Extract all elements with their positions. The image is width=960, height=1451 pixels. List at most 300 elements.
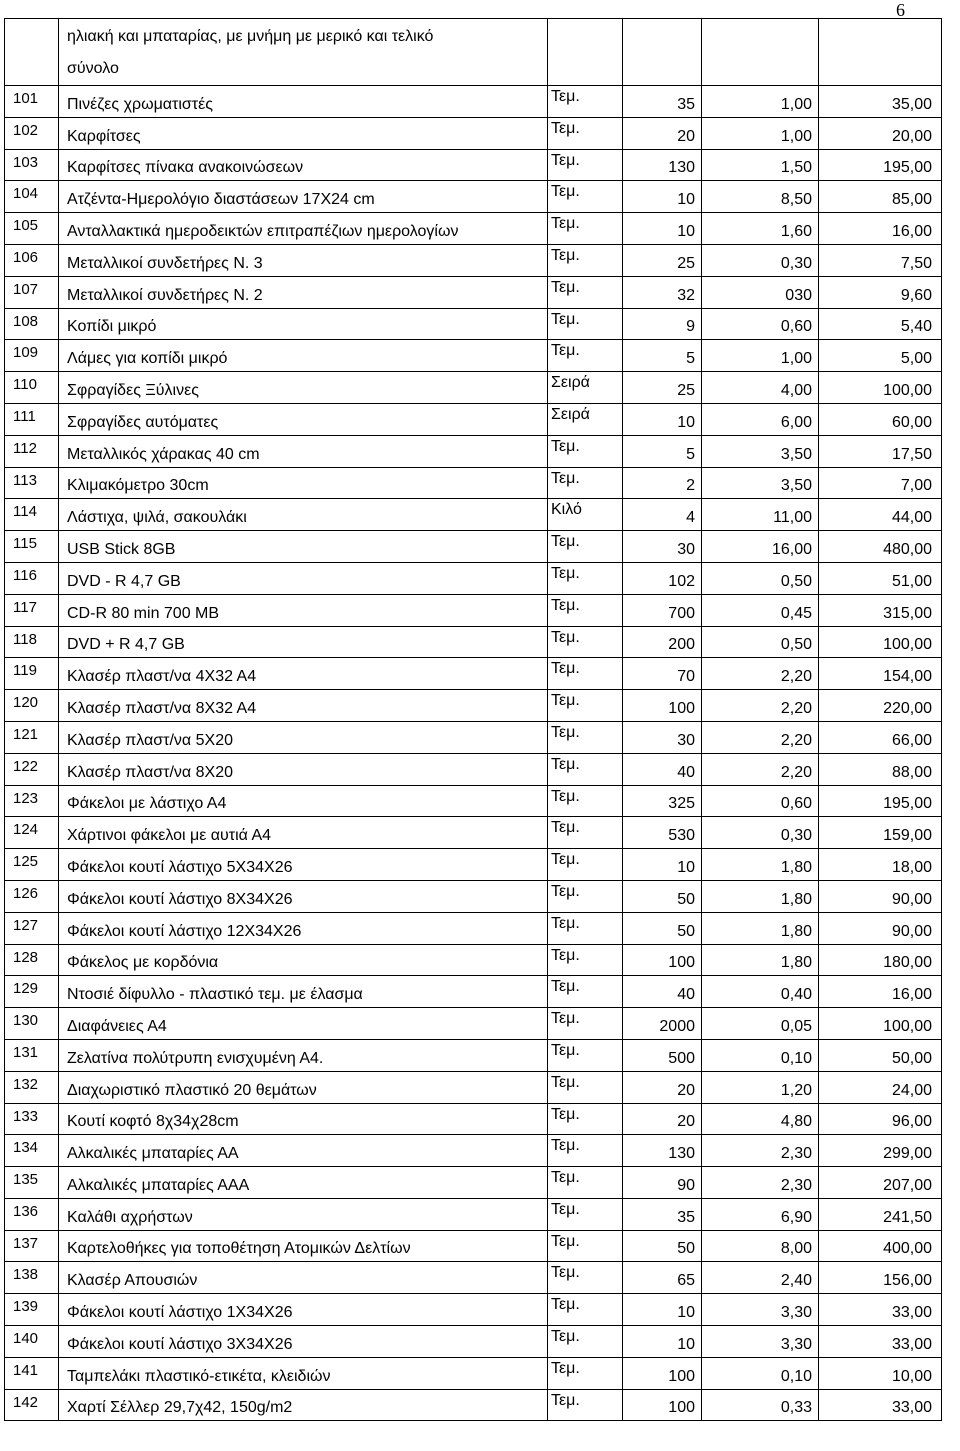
quantity-cell: 40: [623, 976, 702, 1008]
item-number-cell: 129: [5, 976, 59, 1008]
table-row: [5, 785, 942, 817]
total-cell: [819, 19, 942, 86]
total-cell: 24,00: [819, 1071, 942, 1103]
unit-cell: Κιλό: [548, 499, 623, 531]
table-row: [5, 1294, 942, 1326]
quantity-cell: 70: [623, 658, 702, 690]
page-number: 6: [896, 0, 905, 20]
unit-cell: Τεμ.: [548, 1262, 623, 1294]
quantity-cell: 130: [623, 149, 702, 181]
unit-price-cell: 2,20: [702, 721, 819, 753]
item-number-cell: 118: [5, 626, 59, 658]
quantity-cell: 4: [623, 499, 702, 531]
item-number-cell: 142: [5, 1389, 59, 1421]
unit-cell: Τεμ.: [548, 562, 623, 594]
unit-cell: Τεμ.: [548, 1135, 623, 1167]
total-cell: 35,00: [819, 86, 942, 118]
item-number-cell: 123: [5, 785, 59, 817]
table-row: [5, 340, 942, 372]
quantity-cell: 130: [623, 1135, 702, 1167]
unit-cell: Τεμ.: [548, 1103, 623, 1135]
item-number-cell: 103: [5, 149, 59, 181]
item-description-cell: Φάκελοι κουτί λάστιχο 3Χ34Χ26: [59, 1326, 548, 1358]
quantity-cell: 2: [623, 467, 702, 499]
quantity-cell: 10: [623, 1294, 702, 1326]
total-cell: 16,00: [819, 976, 942, 1008]
table-row: [5, 1135, 942, 1167]
unit-cell: Τεμ.: [548, 976, 623, 1008]
item-number-cell: 122: [5, 753, 59, 785]
item-description-cell: Διαφάνειες Α4: [59, 1008, 548, 1040]
unit-price-cell: 1,80: [702, 880, 819, 912]
quantity-cell: 50: [623, 1230, 702, 1262]
unit-cell: Τεμ.: [548, 594, 623, 626]
item-number-cell: 125: [5, 849, 59, 881]
unit-cell: Τεμ.: [548, 1389, 623, 1421]
table-row: [5, 467, 942, 499]
unit-cell: Τεμ.: [548, 1326, 623, 1358]
total-cell: 241,50: [819, 1198, 942, 1230]
item-number-cell: 107: [5, 276, 59, 308]
total-cell: 195,00: [819, 785, 942, 817]
item-number-cell: 126: [5, 880, 59, 912]
quantity-cell: 10: [623, 849, 702, 881]
unit-cell: Τεμ.: [548, 1230, 623, 1262]
unit-price-cell: 1,80: [702, 849, 819, 881]
item-number-cell: 137: [5, 1230, 59, 1262]
item-number-cell: 111: [5, 403, 59, 435]
item-number-cell: [5, 19, 59, 86]
item-number-cell: 115: [5, 531, 59, 563]
table-row: [5, 562, 942, 594]
total-cell: 33,00: [819, 1294, 942, 1326]
table-row: [5, 912, 942, 944]
table-row: [5, 658, 942, 690]
item-number-cell: 105: [5, 213, 59, 245]
total-cell: 156,00: [819, 1262, 942, 1294]
quantity-cell: 30: [623, 531, 702, 563]
table-row: [5, 594, 942, 626]
unit-price-cell: 0,50: [702, 562, 819, 594]
table-row: [5, 499, 942, 531]
quantity-cell: 65: [623, 1262, 702, 1294]
quantity-cell: 325: [623, 785, 702, 817]
item-description-cell: DVD + R 4,7 GB: [59, 626, 548, 658]
item-description-cell: Καρτελοθήκες για τοποθέτηση Ατομικών Δελτίων: [59, 1230, 548, 1262]
item-number-cell: 110: [5, 372, 59, 404]
table-row: [5, 880, 942, 912]
unit-cell: Σειρά: [548, 372, 623, 404]
quantity-cell: 530: [623, 817, 702, 849]
table-row: [5, 1198, 942, 1230]
unit-price-cell: 0,10: [702, 1039, 819, 1071]
unit-price-cell: 8,00: [702, 1230, 819, 1262]
unit-cell: Σειρά: [548, 403, 623, 435]
item-description-cell: Καρφίτσες: [59, 117, 548, 149]
item-number-cell: 134: [5, 1135, 59, 1167]
unit-cell: Τεμ.: [548, 1167, 623, 1199]
quantity-cell: 200: [623, 626, 702, 658]
total-cell: 33,00: [819, 1389, 942, 1421]
table-row: [5, 721, 942, 753]
quantity-cell: 5: [623, 340, 702, 372]
quantity-cell: 100: [623, 1357, 702, 1389]
item-number-cell: 112: [5, 435, 59, 467]
total-cell: 7,00: [819, 467, 942, 499]
unit-cell: Τεμ.: [548, 213, 623, 245]
item-description-cell: Χαρτί Σέλλερ 29,7χ42, 150g/m2: [59, 1389, 548, 1421]
item-description-cell: Καρφίτσες πίνακα ανακοινώσεων: [59, 149, 548, 181]
quantity-cell: 25: [623, 372, 702, 404]
unit-price-cell: 2,20: [702, 753, 819, 785]
item-description-cell: Ντοσιέ δίφυλλο - πλαστικό τεμ. με έλασμα: [59, 976, 548, 1008]
unit-cell: Τεμ.: [548, 912, 623, 944]
quantity-cell: 9: [623, 308, 702, 340]
item-number-cell: 120: [5, 690, 59, 722]
unit-price-cell: 0,30: [702, 817, 819, 849]
table-row: [5, 403, 942, 435]
table-row: [5, 976, 942, 1008]
item-description-cell: Μεταλλικοί συνδετήρες Ν. 3: [59, 244, 548, 276]
unit-cell: Τεμ.: [548, 1294, 623, 1326]
unit-price-cell: 4,80: [702, 1103, 819, 1135]
unit-price-cell: 11,00: [702, 499, 819, 531]
total-cell: 220,00: [819, 690, 942, 722]
table-row: [5, 1008, 942, 1040]
item-description-cell: [59, 19, 548, 86]
item-description-cell: Κλασέρ πλαστ/να 5Χ20: [59, 721, 548, 753]
unit-cell: Τεμ.: [548, 531, 623, 563]
total-cell: 100,00: [819, 626, 942, 658]
total-cell: 299,00: [819, 1135, 942, 1167]
table-row: [5, 849, 942, 881]
item-number-cell: 135: [5, 1167, 59, 1199]
item-description-cell: DVD - R 4,7 GB: [59, 562, 548, 594]
unit-cell: [548, 19, 623, 86]
item-description-cell: Κλασέρ πλαστ/να 4Χ32 Α4: [59, 658, 548, 690]
unit-cell: Τεμ.: [548, 1357, 623, 1389]
item-description-cell: Κοπίδι μικρό: [59, 308, 548, 340]
quantity-cell: 40: [623, 753, 702, 785]
description-line-1: ηλιακή και μπαταρίας, με μνήμη με μερικό και τελικό: [67, 28, 434, 45]
quantity-cell: 20: [623, 1103, 702, 1135]
total-cell: 51,00: [819, 562, 942, 594]
quantity-cell: 20: [623, 117, 702, 149]
item-number-cell: 101: [5, 86, 59, 118]
unit-cell: Τεμ.: [548, 308, 623, 340]
table-row: [5, 181, 942, 213]
quantity-cell: 32: [623, 276, 702, 308]
item-description-cell: Σφραγίδες αυτόματες: [59, 403, 548, 435]
unit-price-cell: 3,30: [702, 1326, 819, 1358]
table-row: [5, 944, 942, 976]
unit-price-cell: 2,40: [702, 1262, 819, 1294]
item-number-cell: 119: [5, 658, 59, 690]
quantity-cell: [623, 19, 702, 86]
unit-cell: Τεμ.: [548, 149, 623, 181]
item-number-cell: 140: [5, 1326, 59, 1358]
item-description-cell: Σφραγίδες Ξύλινες: [59, 372, 548, 404]
item-number-cell: 113: [5, 467, 59, 499]
item-description-cell: Χάρτινοι φάκελοι με αυτιά Α4: [59, 817, 548, 849]
item-description-cell: Κλασέρ Απουσιών: [59, 1262, 548, 1294]
item-description-cell: Κουτί κοφτό 8χ34χ28cm: [59, 1103, 548, 1135]
item-description-cell: Αλκαλικές μπαταρίες ΑΑΑ: [59, 1167, 548, 1199]
table-row: [5, 1326, 942, 1358]
table-row: [5, 244, 942, 276]
quantity-cell: 35: [623, 1198, 702, 1230]
table-row: [5, 531, 942, 563]
item-number-cell: 132: [5, 1071, 59, 1103]
unit-price-cell: 1,00: [702, 117, 819, 149]
unit-cell: Τεμ.: [548, 340, 623, 372]
item-number-cell: 128: [5, 944, 59, 976]
total-cell: 20,00: [819, 117, 942, 149]
item-number-cell: 121: [5, 721, 59, 753]
item-description-cell: Λάστιχα, ψιλά, σακουλάκι: [59, 499, 548, 531]
item-number-cell: 127: [5, 912, 59, 944]
item-description-cell: CD-R 80 min 700 MB: [59, 594, 548, 626]
quantity-cell: 5: [623, 435, 702, 467]
total-cell: 16,00: [819, 213, 942, 245]
quantity-cell: 10: [623, 181, 702, 213]
unit-cell: Τεμ.: [548, 181, 623, 213]
item-number-cell: 130: [5, 1008, 59, 1040]
item-description-cell: Πινέζες χρωματιστές: [59, 86, 548, 118]
unit-price-cell: 0,60: [702, 785, 819, 817]
unit-cell: Τεμ.: [548, 785, 623, 817]
quantity-cell: 100: [623, 690, 702, 722]
item-description-cell: Κλασέρ πλαστ/να 8Χ20: [59, 753, 548, 785]
table-row: [5, 626, 942, 658]
total-cell: 33,00: [819, 1326, 942, 1358]
unit-cell: Τεμ.: [548, 117, 623, 149]
total-cell: 480,00: [819, 531, 942, 563]
unit-cell: Τεμ.: [548, 880, 623, 912]
unit-price-cell: 3,50: [702, 435, 819, 467]
total-cell: 96,00: [819, 1103, 942, 1135]
item-number-cell: 139: [5, 1294, 59, 1326]
unit-cell: Τεμ.: [548, 849, 623, 881]
unit-price-cell: 0,10: [702, 1357, 819, 1389]
item-description-cell: Φάκελος με κορδόνια: [59, 944, 548, 976]
unit-cell: Τεμ.: [548, 817, 623, 849]
unit-price-cell: [702, 19, 819, 86]
unit-price-cell: 1,50: [702, 149, 819, 181]
item-number-cell: 102: [5, 117, 59, 149]
item-number-cell: 109: [5, 340, 59, 372]
description-line-2: σύνολο: [67, 60, 119, 77]
unit-cell: Τεμ.: [548, 658, 623, 690]
item-number-cell: 116: [5, 562, 59, 594]
table-row: [5, 308, 942, 340]
unit-cell: Τεμ.: [548, 1008, 623, 1040]
unit-price-cell: 0,05: [702, 1008, 819, 1040]
total-cell: 5,40: [819, 308, 942, 340]
table-row: [5, 690, 942, 722]
table-row: [5, 213, 942, 245]
item-description-cell: Κλασέρ πλαστ/να 8Χ32 Α4: [59, 690, 548, 722]
total-cell: 7,50: [819, 244, 942, 276]
quantity-cell: 100: [623, 944, 702, 976]
quantity-cell: 50: [623, 912, 702, 944]
total-cell: 5,00: [819, 340, 942, 372]
unit-cell: Τεμ.: [548, 690, 623, 722]
total-cell: 195,00: [819, 149, 942, 181]
unit-cell: Τεμ.: [548, 1071, 623, 1103]
table-row: [5, 1071, 942, 1103]
item-description-cell: Ατζέντα-Ημερολόγιο διαστάσεων 17Χ24 cm: [59, 181, 548, 213]
table-row: [5, 1389, 942, 1421]
item-description-cell: Αλκαλικές μπαταρίες ΑΑ: [59, 1135, 548, 1167]
table-row: [5, 1357, 942, 1389]
table-row: [5, 117, 942, 149]
unit-price-cell: 0,40: [702, 976, 819, 1008]
total-cell: 66,00: [819, 721, 942, 753]
unit-price-cell: 0,50: [702, 626, 819, 658]
total-cell: 315,00: [819, 594, 942, 626]
total-cell: 50,00: [819, 1039, 942, 1071]
total-cell: 100,00: [819, 372, 942, 404]
continuation-row: [5, 19, 942, 86]
items-table: [4, 18, 942, 1421]
item-description-cell: USB Stick 8GB: [59, 531, 548, 563]
item-number-cell: 133: [5, 1103, 59, 1135]
item-description-cell: Ζελατίνα πολύτρυπη ενισχυμένη Α4.: [59, 1039, 548, 1071]
unit-price-cell: 1,00: [702, 86, 819, 118]
total-cell: 180,00: [819, 944, 942, 976]
item-number-cell: 138: [5, 1262, 59, 1294]
item-number-cell: 141: [5, 1357, 59, 1389]
item-description-cell: Μεταλλικοί συνδετήρες Ν. 2: [59, 276, 548, 308]
quantity-cell: 35: [623, 86, 702, 118]
quantity-cell: 25: [623, 244, 702, 276]
unit-cell: Τεμ.: [548, 944, 623, 976]
quantity-cell: 20: [623, 1071, 702, 1103]
quantity-cell: 500: [623, 1039, 702, 1071]
unit-price-cell: 030: [702, 276, 819, 308]
unit-price-cell: 0,30: [702, 244, 819, 276]
unit-price-cell: 16,00: [702, 531, 819, 563]
item-number-cell: 106: [5, 244, 59, 276]
unit-price-cell: 0,33: [702, 1389, 819, 1421]
total-cell: 90,00: [819, 880, 942, 912]
total-cell: 90,00: [819, 912, 942, 944]
unit-price-cell: 8,50: [702, 181, 819, 213]
unit-cell: Τεμ.: [548, 467, 623, 499]
unit-price-cell: 0,60: [702, 308, 819, 340]
unit-cell: Τεμ.: [548, 721, 623, 753]
total-cell: 85,00: [819, 181, 942, 213]
item-number-cell: 114: [5, 499, 59, 531]
table-row: [5, 753, 942, 785]
unit-price-cell: 1,00: [702, 340, 819, 372]
table-row: [5, 1039, 942, 1071]
quantity-cell: 700: [623, 594, 702, 626]
item-number-cell: 108: [5, 308, 59, 340]
item-description-cell: Ταμπελάκι πλαστικό-ετικέτα, κλειδιών: [59, 1357, 548, 1389]
table-row: [5, 1230, 942, 1262]
total-cell: 154,00: [819, 658, 942, 690]
item-description-cell: Φάκελοι κουτί λάστιχο 5Χ34Χ26: [59, 849, 548, 881]
table-row: [5, 372, 942, 404]
unit-price-cell: 2,20: [702, 658, 819, 690]
item-description-cell: Φάκελοι κουτί λάστιχο 1Χ34Χ26: [59, 1294, 548, 1326]
unit-cell: Τεμ.: [548, 1198, 623, 1230]
item-description-cell: Φάκελοι με λάστιχο Α4: [59, 785, 548, 817]
item-number-cell: 117: [5, 594, 59, 626]
item-number-cell: 124: [5, 817, 59, 849]
quantity-cell: 10: [623, 213, 702, 245]
unit-price-cell: 3,50: [702, 467, 819, 499]
total-cell: 159,00: [819, 817, 942, 849]
table-row: [5, 1103, 942, 1135]
total-cell: 100,00: [819, 1008, 942, 1040]
unit-cell: Τεμ.: [548, 626, 623, 658]
unit-price-cell: 1,80: [702, 912, 819, 944]
table-row: [5, 817, 942, 849]
unit-price-cell: 1,80: [702, 944, 819, 976]
item-description-cell: Φάκελοι κουτί λάστιχο 12Χ34Χ26: [59, 912, 548, 944]
total-cell: 207,00: [819, 1167, 942, 1199]
unit-cell: Τεμ.: [548, 276, 623, 308]
unit-price-cell: 0,45: [702, 594, 819, 626]
item-number-cell: 136: [5, 1198, 59, 1230]
unit-cell: Τεμ.: [548, 1039, 623, 1071]
quantity-cell: 10: [623, 1326, 702, 1358]
total-cell: 400,00: [819, 1230, 942, 1262]
unit-cell: Τεμ.: [548, 86, 623, 118]
total-cell: 10,00: [819, 1357, 942, 1389]
unit-cell: Τεμ.: [548, 435, 623, 467]
unit-price-cell: 3,30: [702, 1294, 819, 1326]
unit-price-cell: 1,60: [702, 213, 819, 245]
unit-cell: Τεμ.: [548, 753, 623, 785]
total-cell: 18,00: [819, 849, 942, 881]
item-description-cell: Καλάθι αχρήστων: [59, 1198, 548, 1230]
item-description-cell: Μεταλλικός χάρακας 40 cm: [59, 435, 548, 467]
unit-price-cell: 6,00: [702, 403, 819, 435]
item-description-cell: Ανταλλακτικά ημεροδεικτών επιτραπέζιων ημερολογίων: [59, 213, 548, 245]
unit-price-cell: 6,90: [702, 1198, 819, 1230]
quantity-cell: 50: [623, 880, 702, 912]
item-number-cell: 104: [5, 181, 59, 213]
quantity-cell: 2000: [623, 1008, 702, 1040]
quantity-cell: 10: [623, 403, 702, 435]
unit-price-cell: 2,20: [702, 690, 819, 722]
table-row: [5, 1167, 942, 1199]
table-row: [5, 435, 942, 467]
total-cell: 44,00: [819, 499, 942, 531]
item-description-cell: Φάκελοι κουτί λάστιχο 8Χ34Χ26: [59, 880, 548, 912]
table-row: [5, 276, 942, 308]
quantity-cell: 30: [623, 721, 702, 753]
unit-cell: Τεμ.: [548, 244, 623, 276]
table-row: [5, 1262, 942, 1294]
total-cell: 17,50: [819, 435, 942, 467]
unit-price-cell: 4,00: [702, 372, 819, 404]
item-description-cell: Κλιμακόμετρο 30cm: [59, 467, 548, 499]
quantity-cell: 100: [623, 1389, 702, 1421]
unit-price-cell: 2,30: [702, 1135, 819, 1167]
item-description-cell: Λάμες για κοπίδι μικρό: [59, 340, 548, 372]
unit-price-cell: 1,20: [702, 1071, 819, 1103]
total-cell: 88,00: [819, 753, 942, 785]
table-row: [5, 86, 942, 118]
unit-price-cell: 2,30: [702, 1167, 819, 1199]
table-row: [5, 149, 942, 181]
total-cell: 60,00: [819, 403, 942, 435]
